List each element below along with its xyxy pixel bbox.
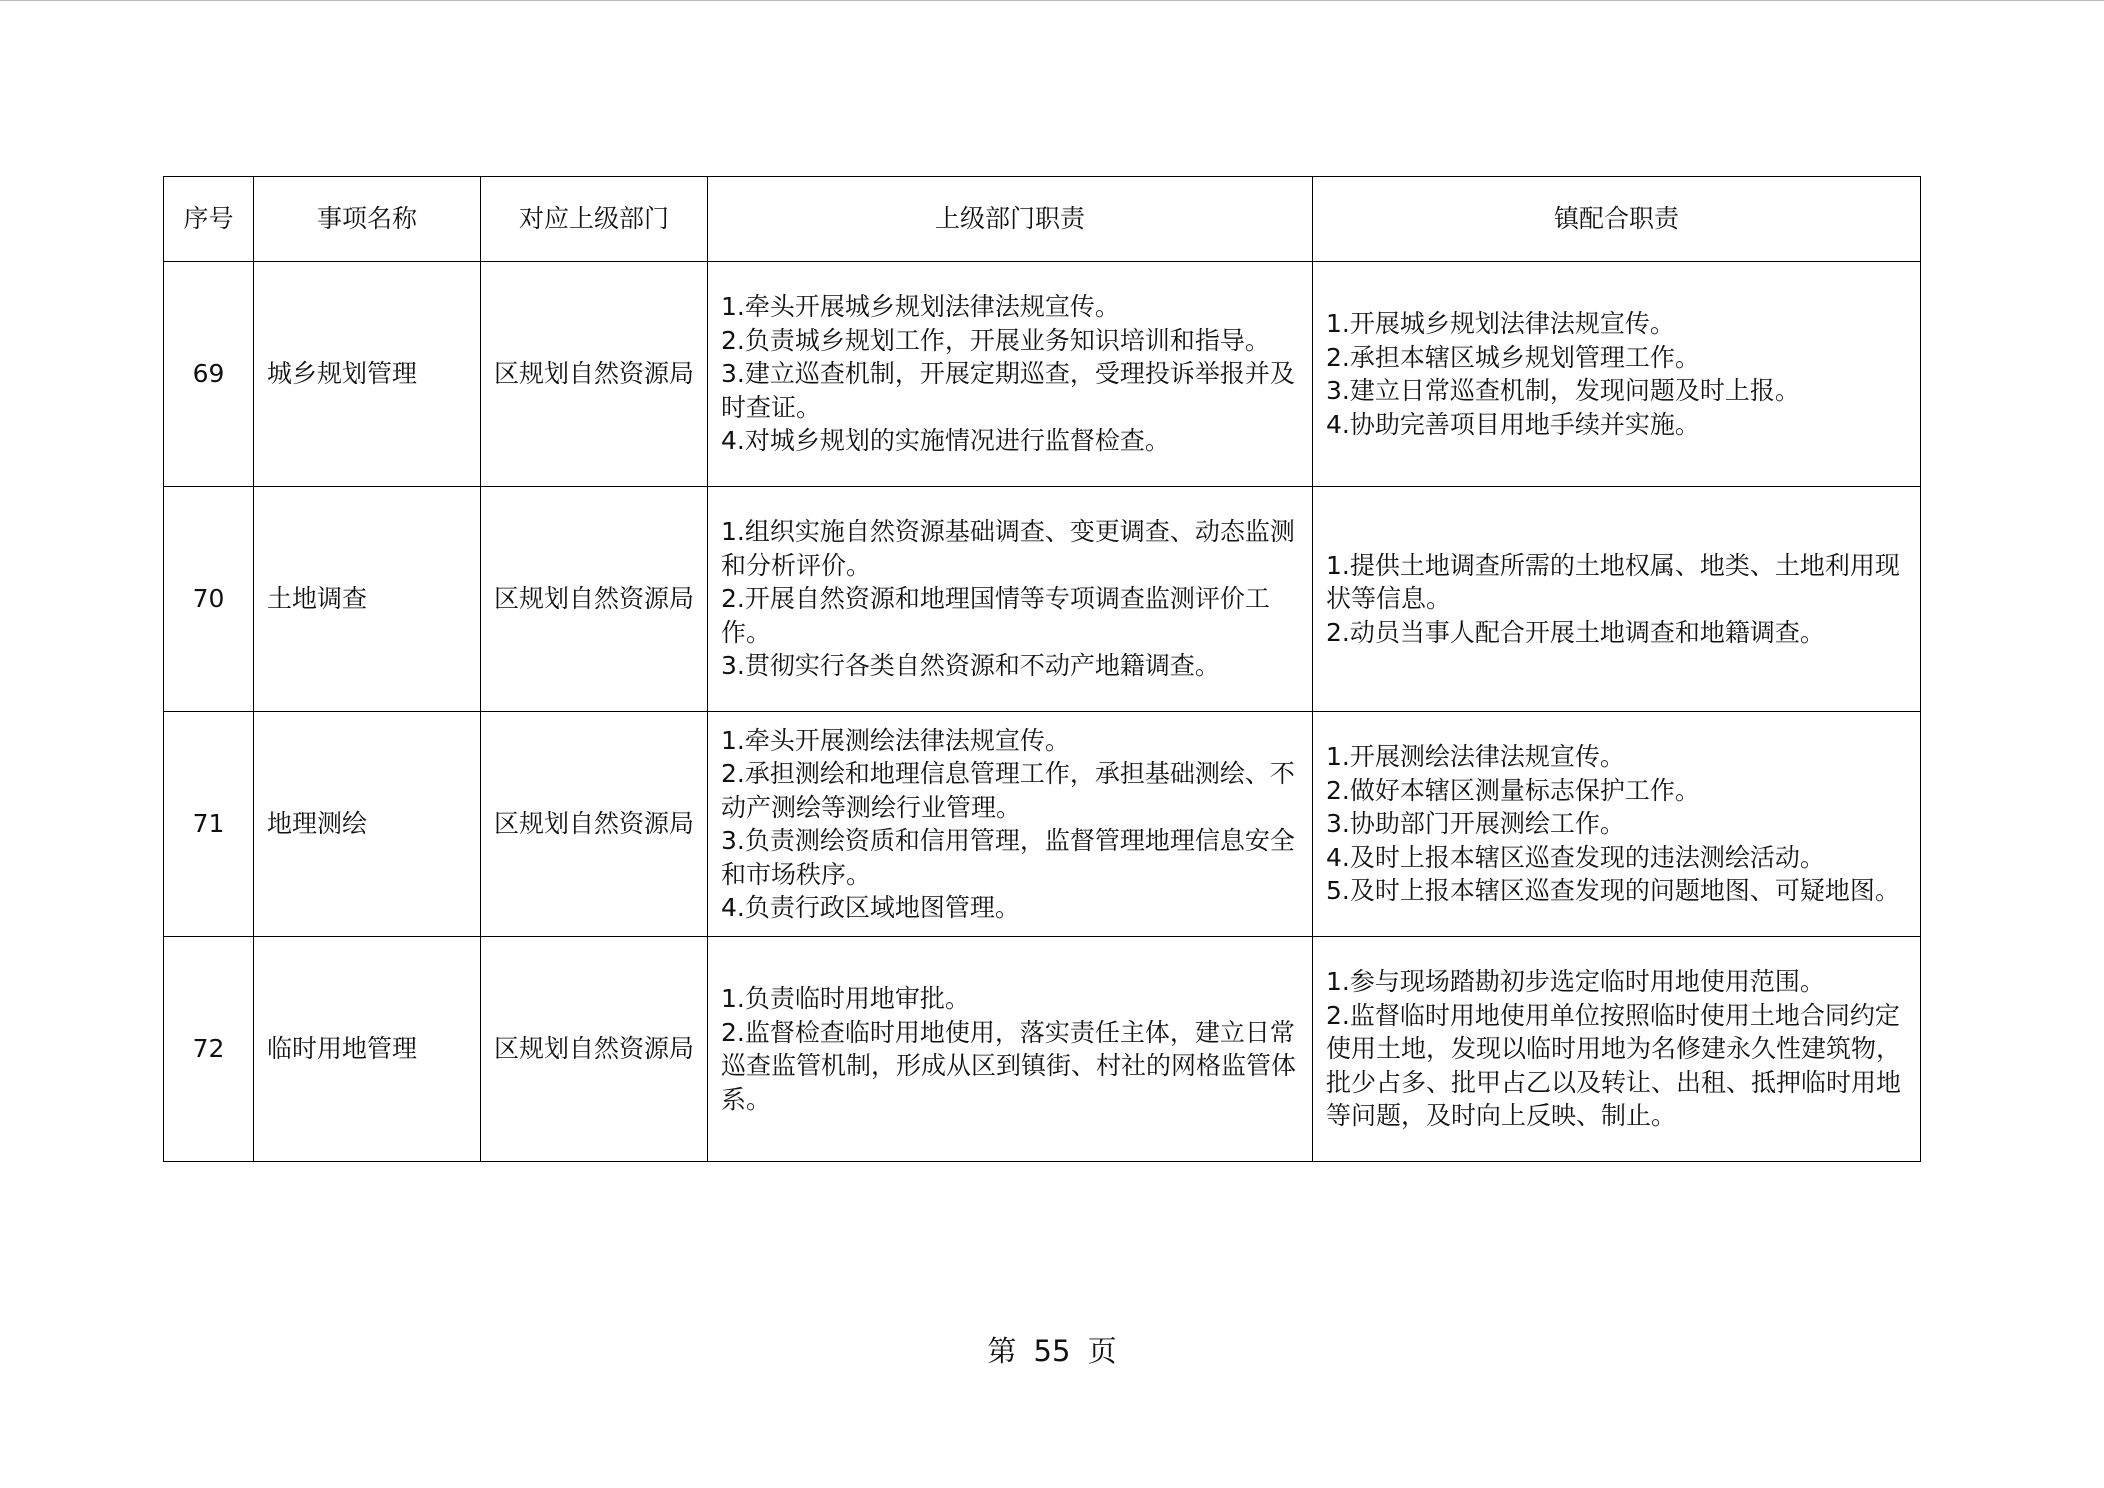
duty-item: 1.牵头开展测绘法律法规宣传。 xyxy=(721,725,1070,755)
table-row xyxy=(164,262,1921,487)
row-number: 69 xyxy=(164,262,254,487)
duty-item: 2.动员当事人配合开展土地调查和地籍调查。 xyxy=(1326,617,1825,647)
table-row xyxy=(164,712,1921,937)
duty-item: 5.及时上报本辖区巡查发现的问题地图、可疑地图。 xyxy=(1326,876,1900,906)
superior-duties-cell xyxy=(708,937,1313,1162)
superior-duties-list xyxy=(721,982,1299,1116)
superior-duties-cell xyxy=(708,712,1313,937)
superior-duties-cell xyxy=(708,487,1313,712)
duty-item: 3.协助部门开展测绘工作。 xyxy=(1326,809,1625,839)
superior-department: 区规划自然资源局 xyxy=(481,712,708,937)
duty-item: 2.做好本辖区测量标志保护工作。 xyxy=(1326,775,1700,805)
duty-item: 3.建立巡查机制，开展定期巡查，受理投诉举报并及时查证。 xyxy=(721,359,1295,422)
item-name: 地理测绘 xyxy=(254,712,481,937)
top-border-line xyxy=(0,0,2104,1)
item-name: 土地调查 xyxy=(254,487,481,712)
header-no: 序号 xyxy=(164,177,254,262)
table-row xyxy=(164,937,1921,1162)
town-duties-cell xyxy=(1313,712,1921,937)
town-duties-list xyxy=(1326,549,1907,650)
header-superior-department: 对应上级部门 xyxy=(481,177,708,262)
header-superior-duties: 上级部门职责 xyxy=(708,177,1313,262)
superior-department: 区规划自然资源局 xyxy=(481,262,708,487)
duty-item: 1.负责临时用地审批。 xyxy=(721,984,970,1013)
duty-item: 1.开展城乡规划法律法规宣传。 xyxy=(1326,309,1675,338)
page-suffix: 页 xyxy=(1087,1334,1117,1368)
duty-item: 3.负责测绘资质和信用管理，监督管理地理信息安全和市场秩序。 xyxy=(721,826,1295,889)
town-duties-cell xyxy=(1313,487,1921,712)
duty-item: 1.开展测绘法律法规宣传。 xyxy=(1326,742,1625,772)
duty-item: 2.负责城乡规划工作，开展业务知识培训和指导。 xyxy=(721,325,1270,355)
duty-item: 2.承担本辖区城乡规划管理工作。 xyxy=(1326,342,1700,372)
header-item-name: 事项名称 xyxy=(254,177,481,262)
item-name: 临时用地管理 xyxy=(254,937,481,1162)
item-name: 城乡规划管理 xyxy=(254,262,481,487)
duty-item: 4.及时上报本辖区巡查发现的违法测绘活动。 xyxy=(1326,842,1825,872)
page-number: 55 xyxy=(1033,1334,1071,1368)
duty-item: 1.参与现场踏勘初步选定临时用地使用范围。 xyxy=(1326,967,1825,997)
row-number: 71 xyxy=(164,712,254,937)
duty-item: 2.开展自然资源和地理国情等专项调查监测评价工作。 xyxy=(721,584,1270,647)
table-row xyxy=(164,487,1921,712)
duty-item: 2.监督检查临时用地使用，落实责任主体，建立日常巡查监管机制，形成从区到镇街、村社的网格监管体系。 xyxy=(721,1017,1297,1114)
table-header-row xyxy=(164,177,1921,262)
town-duties-list xyxy=(1326,965,1907,1133)
town-duties-list xyxy=(1326,307,1907,441)
superior-department: 区规划自然资源局 xyxy=(481,937,708,1162)
superior-duties-list xyxy=(721,290,1299,458)
duty-item: 4.负责行政区域地图管理。 xyxy=(721,893,1020,922)
town-duties-cell xyxy=(1313,262,1921,487)
superior-duties-list xyxy=(721,724,1299,925)
superior-department: 区规划自然资源局 xyxy=(481,487,708,712)
town-duties-list xyxy=(1326,740,1907,908)
page-prefix: 第 xyxy=(987,1334,1017,1368)
superior-duties-list xyxy=(721,515,1299,683)
duty-item: 1.组织实施自然资源基础调查、变更调查、动态监测和分析评价。 xyxy=(721,517,1295,580)
duty-item: 3.建立日常巡查机制，发现问题及时上报。 xyxy=(1326,376,1800,405)
page-footer xyxy=(0,1333,2104,1369)
duty-table xyxy=(163,176,1921,1162)
duty-item: 4.对城乡规划的实施情况进行监督检查。 xyxy=(721,426,1170,456)
duty-item: 4.协助完善项目用地手续并实施。 xyxy=(1326,409,1700,439)
duty-item: 2.监督临时用地使用单位按照临时使用土地合同约定使用土地，发现以临时用地为名修建永久性建筑物，批少占多、批甲占乙以及转让、出租、抵押临时用地等问题，及时向上反映、制止。 xyxy=(1326,1000,1902,1131)
duty-item: 3.贯彻实行各类自然资源和不动产地籍调查。 xyxy=(721,651,1220,681)
town-duties-cell xyxy=(1313,937,1921,1162)
row-number: 72 xyxy=(164,937,254,1162)
row-number: 70 xyxy=(164,487,254,712)
duty-item: 1.提供土地调查所需的土地权属、地类、土地利用现状等信息。 xyxy=(1326,550,1900,614)
superior-duties-cell xyxy=(708,262,1313,487)
header-town-duties: 镇配合职责 xyxy=(1313,177,1921,262)
duty-item: 2.承担测绘和地理信息管理工作，承担基础测绘、不动产测绘等测绘行业管理。 xyxy=(721,759,1295,822)
duty-item: 1.牵头开展城乡规划法律法规宣传。 xyxy=(721,292,1120,322)
